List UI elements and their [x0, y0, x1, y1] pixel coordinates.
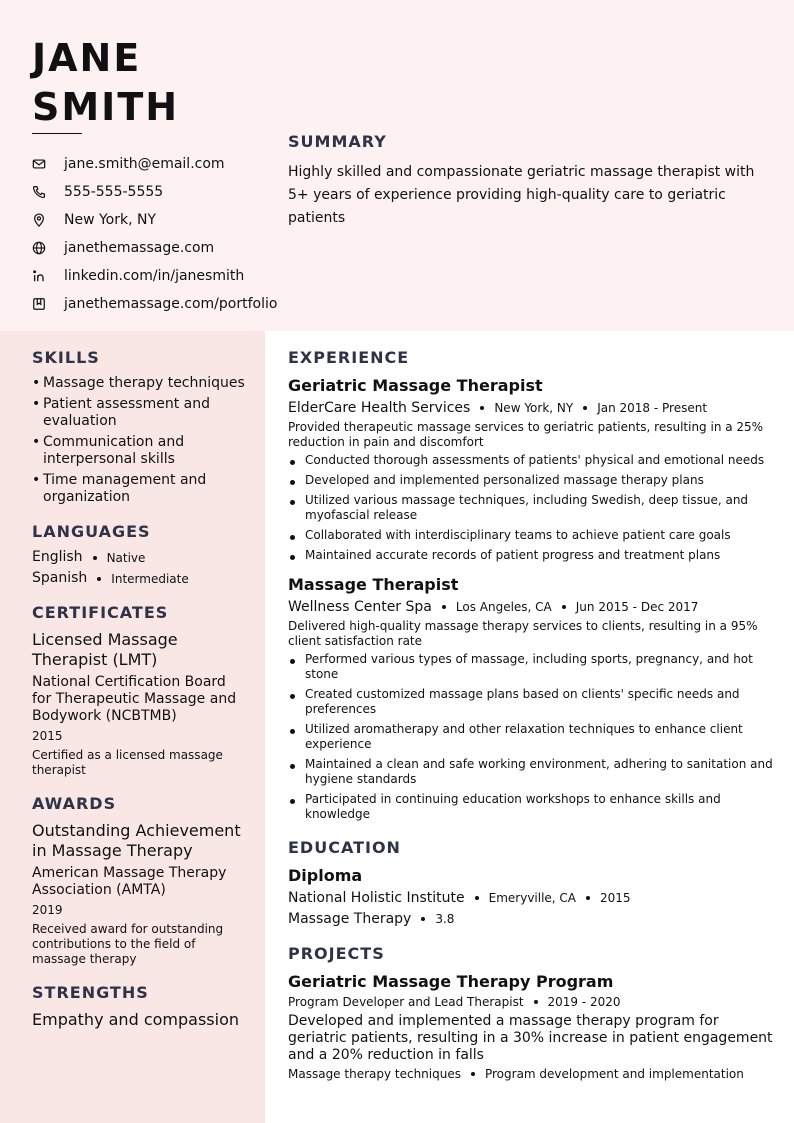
separator-dot [421, 917, 425, 921]
award-description: Received award for outstanding contributions to the field of massage therapy [32, 922, 224, 966]
portfolio-icon [32, 297, 46, 311]
separator-dot [583, 406, 587, 410]
award-issuer: American Massage Therapy Association (AMTA) [32, 865, 227, 898]
project-skills [288, 1067, 774, 1081]
certificate-issuer: National Certification Board for Therapeutic Massage and Bodywork (NCBTMB) [32, 674, 237, 724]
separator-dot [562, 605, 566, 609]
education-meta [288, 889, 774, 907]
contact-email[interactable] [32, 150, 277, 178]
location-icon [32, 213, 46, 227]
education-school: National Holistic Institute [288, 890, 465, 906]
job-meta [288, 399, 774, 417]
last-name: SMITH [32, 85, 180, 129]
job-company: ElderCare Health Services [288, 400, 471, 416]
certificates-section [32, 603, 247, 778]
separator-dot [586, 896, 590, 900]
job-bullet: Utilized aromatherapy and other relaxation techniques to enhance client experience [288, 722, 774, 752]
project-description: Developed and implemented a massage therapy program for geriatric patients, resulting in a 30% increase in patient engagement and a 20% reduction in falls [288, 1013, 773, 1063]
projects-heading: PROJECTS [288, 944, 385, 963]
job-bullet: Maintained accurate records of patient progress and treatment plans [288, 548, 774, 563]
contact-phone-text: 555-555-5555 [64, 184, 164, 200]
separator-dot [97, 577, 101, 581]
award-year: 2019 [32, 903, 63, 917]
contact-linkedin-text: linkedin.com/in/janesmith [64, 268, 245, 284]
job-description: Provided therapeutic massage services to geriatric patients, resulting in a 25% reduction in pain and discomfort [288, 420, 764, 449]
job-bullet: Maintained a clean and safe working environment, adhering to sanitation and hygiene standards [288, 757, 774, 787]
contact-portfolio[interactable] [32, 290, 277, 318]
job-title: Geriatric Massage Therapist [288, 376, 543, 395]
education-field: Massage Therapy [288, 911, 412, 927]
strengths-section [32, 983, 247, 1030]
separator-dot [475, 896, 479, 900]
skill-item: • Communication and interpersonal skills [32, 434, 247, 468]
education-heading: EDUCATION [288, 838, 401, 857]
project-title: Geriatric Massage Therapy Program [288, 972, 614, 991]
main-column [288, 348, 774, 1081]
contact-phone[interactable] [32, 178, 277, 206]
language-item [32, 549, 247, 566]
award-title: Outstanding Achievement in Massage Therapy [32, 821, 241, 860]
project-skill: Massage therapy techniques [288, 1067, 461, 1081]
education-year: 2015 [600, 891, 631, 905]
job-location: Los Angeles, CA [455, 600, 552, 614]
education-field-row [288, 910, 774, 928]
languages-list [32, 549, 247, 587]
candidate-name [32, 34, 262, 132]
summary-heading: SUMMARY [288, 132, 387, 151]
job-bullet: Created customized massage plans based on clients' specific needs and preferences [288, 687, 774, 717]
language-item [32, 570, 247, 587]
project-role: Program Developer and Lead Therapist [288, 995, 524, 1009]
contact-list [32, 150, 277, 318]
awards-section [32, 794, 247, 967]
strength-item: Empathy and compassion [32, 1010, 239, 1029]
summary-text: Highly skilled and compassionate geriatric massage therapist with 5+ years of experience providing high-quality care to geriatric patients [288, 164, 755, 226]
job-bullet: Participated in continuing education workshops to enhance skills and knowledge [288, 792, 774, 822]
languages-heading: LANGUAGES [32, 522, 151, 541]
language-name: English [32, 549, 83, 565]
job-bullet: Developed and implemented personalized massage therapy plans [288, 473, 774, 488]
language-level: Intermediate [111, 571, 189, 586]
job-entry [288, 575, 774, 822]
job-dates: Jun 2015 - Dec 2017 [575, 600, 699, 614]
job-bullet: Utilized various massage techniques, including Swedish, deep tissue, and myofascial release [288, 493, 774, 523]
skill-item: • Time management and organization [32, 472, 247, 506]
job-bullet: Conducted thorough assessments of patients' physical and emotional needs [288, 453, 774, 468]
certificates-heading: CERTIFICATES [32, 603, 169, 622]
certificate-year: 2015 [32, 729, 63, 743]
summary-section [288, 132, 768, 230]
skill-item: • Patient assessment and evaluation [32, 396, 247, 430]
projects-section [288, 944, 774, 1081]
contact-website[interactable] [32, 234, 277, 262]
certificate-title: Licensed Massage Therapist (LMT) [32, 630, 178, 669]
awards-heading: AWARDS [32, 794, 117, 813]
job-company: Wellness Center Spa [288, 599, 432, 615]
language-level: Native [106, 550, 146, 565]
certificate-description: Certified as a licensed massage therapist [32, 748, 223, 777]
skills-list [32, 375, 247, 506]
job-title: Massage Therapist [288, 575, 459, 594]
sidebar [32, 348, 247, 1030]
job-bullet: Performed various types of massage, including sports, pregnancy, and hot stone [288, 652, 774, 682]
contact-location [32, 206, 277, 234]
job-entry [288, 376, 774, 563]
education-location: Emeryville, CA [488, 891, 577, 905]
contact-linkedin[interactable] [32, 262, 277, 290]
contact-portfolio-text: janethemassage.com/portfolio [64, 296, 278, 312]
education-degree: Diploma [288, 866, 363, 885]
job-description: Delivered high-quality massage therapy services to clients, resulting in a 95% client satisfaction rate [288, 619, 758, 648]
skill-item: • Massage therapy techniques [32, 375, 247, 392]
job-bullets [288, 652, 774, 822]
education-section [288, 838, 774, 928]
linkedin-icon [32, 269, 46, 283]
strengths-heading: STRENGTHS [32, 983, 149, 1002]
contact-location-text: New York, NY [64, 212, 157, 228]
separator-dot [534, 1000, 538, 1004]
name-underline [32, 133, 82, 134]
language-name: Spanish [32, 570, 88, 586]
separator-dot [93, 556, 97, 560]
contact-website-text: janethemassage.com [64, 240, 215, 256]
education-gpa: 3.8 [435, 912, 455, 926]
project-dates: 2019 - 2020 [547, 995, 621, 1009]
phone-icon [32, 185, 46, 199]
contact-email-text: jane.smith@email.com [64, 156, 225, 172]
separator-dot [471, 1072, 475, 1076]
email-icon [32, 157, 46, 171]
job-meta [288, 598, 774, 616]
project-skill: Program development and implementation [484, 1067, 744, 1081]
project-meta [288, 995, 774, 1009]
job-bullets [288, 453, 774, 563]
globe-icon [32, 241, 46, 255]
skills-heading: SKILLS [32, 348, 100, 367]
job-dates: Jan 2018 - Present [597, 401, 708, 415]
job-location: New York, NY [494, 401, 574, 415]
first-name: JANE [32, 36, 142, 80]
job-bullet: Collaborated with interdisciplinary teams to achieve patient care goals [288, 528, 774, 543]
separator-dot [442, 605, 446, 609]
experience-heading: EXPERIENCE [288, 348, 410, 367]
separator-dot [480, 406, 484, 410]
